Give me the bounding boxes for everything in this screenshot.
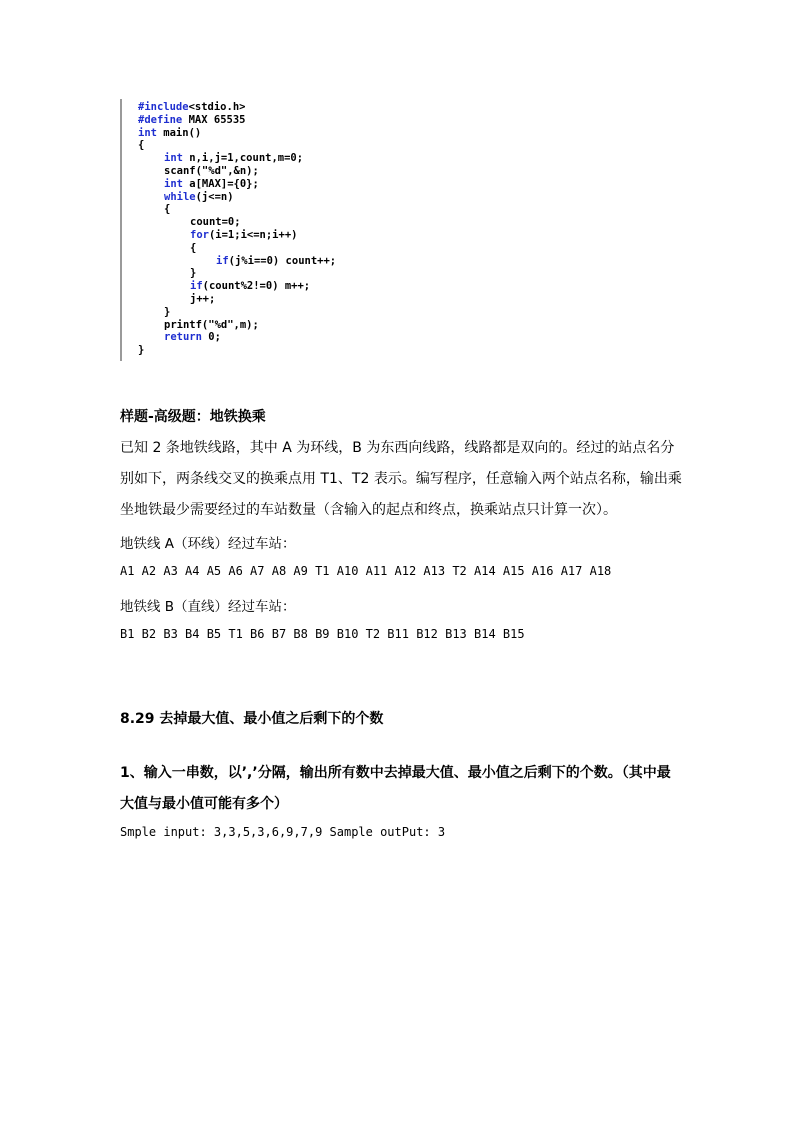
- code-line: [190, 242, 196, 255]
- code-line: [190, 267, 196, 280]
- subway-paragraph-line-1: 已知 2 条地铁线路，其中 A 为环线，B 为东西向线路，线路都是双向的。经过的站点名分: [120, 440, 675, 456]
- code-text: {: [138, 139, 145, 152]
- subway-paragraph-line-3: 坐地铁最少需要经过的车站数量（含输入的起点和终点，换乘站点只计算一次）。: [120, 502, 617, 518]
- code-text: (j%i==0) count++;: [228, 254, 337, 267]
- code-line: [164, 152, 303, 165]
- line-b-stations: B1 B2 B3 B4 B5 T1 B6 B7 B8 B9 B10 T2 B11 B12 B13 B14 B15: [120, 627, 525, 641]
- code-line: [138, 344, 144, 357]
- code-line: [190, 229, 297, 242]
- code-line: [164, 191, 234, 204]
- code-preprocessor: #define: [138, 113, 183, 126]
- code-line: [138, 127, 201, 140]
- code-text: printf("%d",m);: [164, 318, 259, 331]
- code-keyword: int: [164, 152, 183, 165]
- code-line: [138, 114, 245, 127]
- code-preprocessor: #include: [138, 101, 189, 113]
- line-a-label: 地铁线 A（环线）经过车站：: [120, 536, 296, 552]
- code-line: [138, 139, 144, 152]
- code-line: [138, 101, 245, 114]
- question-line-1: 1、输入一串数，以’,’分隔，输出所有数中去掉最大值、最小值之后剩下的个数。（其中最: [120, 765, 671, 781]
- code-listing: [120, 99, 352, 361]
- code-text: }: [138, 344, 145, 357]
- line-a-stations: A1 A2 A3 A4 A5 A6 A7 A8 A9 T1 A10 A11 A12 A13 T2 A14 A15 A16 A17 A18: [120, 564, 612, 578]
- code-line: [164, 178, 259, 191]
- code-text: n,i,j=1,count,m=0;: [182, 152, 304, 165]
- section-heading: 8.29 去掉最大值、最小值之后剩下的个数: [120, 711, 384, 727]
- code-line: [190, 280, 310, 293]
- code-text: {: [164, 203, 171, 216]
- code-text: (j<=n): [195, 190, 234, 203]
- code-text: count=0;: [190, 216, 241, 229]
- code-line: [190, 216, 241, 229]
- subway-paragraph-line-2: 别如下，两条线交叉的换乘点用 T1、T2 表示。编写程序，任意输入两个站点名称，输出乘: [120, 471, 682, 487]
- question-line-2: 大值与最小值可能有多个）: [120, 796, 288, 812]
- code-text: }: [164, 305, 171, 318]
- code-keyword: return: [164, 331, 202, 344]
- code-text: {: [190, 241, 197, 254]
- code-keyword: if: [190, 280, 203, 293]
- subway-title: 样题-高级题：地铁换乘: [120, 409, 266, 425]
- code-line: [164, 319, 259, 332]
- code-keyword: int: [164, 177, 183, 190]
- code-line: [190, 293, 215, 306]
- code-keyword: int: [138, 126, 157, 139]
- code-line: [164, 165, 259, 178]
- code-text: (count%2!=0) m++;: [202, 280, 311, 293]
- code-text: (i=1;i<=n;i++): [208, 229, 298, 241]
- code-text: a[MAX]={0};: [182, 177, 259, 190]
- code-line: [164, 331, 221, 344]
- code-line: [164, 306, 170, 319]
- code-text: 0;: [201, 331, 221, 344]
- code-text: scanf("%d",&n);: [164, 165, 259, 177]
- code-line: [216, 255, 336, 268]
- code-text: main(): [156, 126, 202, 139]
- code-text: <stdio.h>: [188, 101, 246, 113]
- code-keyword: if: [216, 254, 229, 267]
- code-text: j++;: [190, 293, 216, 305]
- code-text: MAX 65535: [182, 113, 246, 126]
- code-text: }: [190, 267, 197, 280]
- code-keyword: while: [164, 190, 196, 203]
- code-keyword: for: [190, 229, 209, 241]
- code-line: [164, 203, 170, 216]
- line-b-label: 地铁线 B（直线）经过车站：: [120, 599, 296, 615]
- sample-io: Smple input: 3,3,5,3,6,9,7,9 Sample outPut: 3: [120, 825, 446, 839]
